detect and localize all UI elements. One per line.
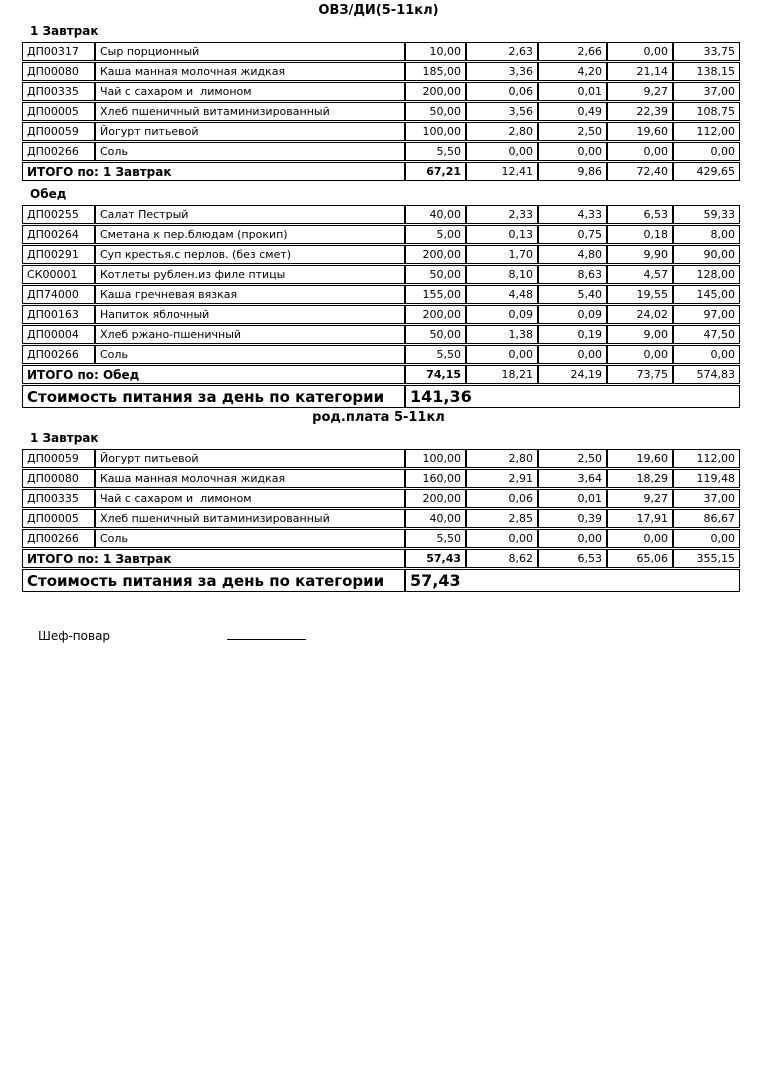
total-qty-cell: 74,15 xyxy=(405,365,466,384)
item-code-cell: ДП00264 xyxy=(22,225,95,244)
item-value-cell: 4,57 xyxy=(607,265,673,284)
item-name-cell: Каша гречневая вязкая xyxy=(95,285,405,304)
total-qty-cell: 57,43 xyxy=(405,549,466,568)
item-name-cell: Соль xyxy=(95,142,405,161)
item-code-cell: ДП00317 xyxy=(22,42,95,61)
menu-table-breakfast xyxy=(22,41,740,182)
total-row xyxy=(22,549,740,568)
item-qty-cell: 200,00 xyxy=(405,305,466,324)
item-name-cell: Котлеты рублен.из филе птицы xyxy=(95,265,405,284)
item-value-cell: 8,63 xyxy=(538,265,607,284)
item-value-cell: 24,02 xyxy=(607,305,673,324)
summary-label-cell: Стоимость питания за день по категории xyxy=(22,385,405,408)
item-value-cell: 0,06 xyxy=(466,489,538,508)
item-value-cell: 112,00 xyxy=(673,449,740,468)
item-value-cell: 90,00 xyxy=(673,245,740,264)
item-value-cell: 2,50 xyxy=(538,122,607,141)
item-code-cell: ДП00059 xyxy=(22,122,95,141)
item-value-cell: 0,09 xyxy=(538,305,607,324)
item-value-cell: 33,75 xyxy=(673,42,740,61)
item-name-cell: Соль xyxy=(95,529,405,548)
item-value-cell: 0,18 xyxy=(607,225,673,244)
item-value-cell: 0,00 xyxy=(538,345,607,364)
item-qty-cell: 100,00 xyxy=(405,449,466,468)
item-value-cell: 22,39 xyxy=(607,102,673,121)
item-value-cell: 9,27 xyxy=(607,82,673,101)
item-name-cell: Йогурт питьевой xyxy=(95,449,405,468)
item-value-cell: 3,36 xyxy=(466,62,538,81)
summary-value-cell: 141,36 xyxy=(405,385,740,408)
item-value-cell: 0,49 xyxy=(538,102,607,121)
item-value-cell: 0,00 xyxy=(538,529,607,548)
total-qty-cell: 67,21 xyxy=(405,162,466,181)
item-value-cell: 0,00 xyxy=(607,345,673,364)
item-value-cell: 59,33 xyxy=(673,205,740,224)
item-code-cell: ДП00335 xyxy=(22,82,95,101)
table-row xyxy=(22,42,740,61)
item-value-cell: 5,40 xyxy=(538,285,607,304)
item-value-cell: 0,00 xyxy=(607,142,673,161)
item-value-cell: 9,00 xyxy=(607,325,673,344)
item-value-cell: 4,20 xyxy=(538,62,607,81)
item-value-cell: 3,64 xyxy=(538,469,607,488)
item-qty-cell: 5,50 xyxy=(405,142,466,161)
item-value-cell: 4,33 xyxy=(538,205,607,224)
item-code-cell: ДП00059 xyxy=(22,449,95,468)
item-qty-cell: 155,00 xyxy=(405,285,466,304)
table-row xyxy=(22,82,740,101)
item-code-cell: ДП00080 xyxy=(22,62,95,81)
item-value-cell: 2,80 xyxy=(466,449,538,468)
section-heading-parent-breakfast: 1 Завтрак xyxy=(30,431,99,445)
table-row xyxy=(22,62,740,81)
table-row xyxy=(22,225,740,244)
total-label-cell: ИТОГО по: 1 Завтрак xyxy=(22,549,405,568)
menu-table-parent-breakfast xyxy=(22,448,740,593)
total-row xyxy=(22,162,740,181)
item-value-cell: 145,00 xyxy=(673,285,740,304)
total-label-cell: ИТОГО по: Обед xyxy=(22,365,405,384)
item-value-cell: 112,00 xyxy=(673,122,740,141)
item-value-cell: 0,00 xyxy=(466,345,538,364)
table-row xyxy=(22,285,740,304)
item-value-cell: 8,10 xyxy=(466,265,538,284)
table-row xyxy=(22,449,740,468)
table-row xyxy=(22,305,740,324)
table-row xyxy=(22,489,740,508)
item-value-cell: 9,27 xyxy=(607,489,673,508)
item-code-cell: ДП00266 xyxy=(22,142,95,161)
item-value-cell: 138,15 xyxy=(673,62,740,81)
item-code-cell: ДП00266 xyxy=(22,529,95,548)
item-name-cell: Йогурт питьевой xyxy=(95,122,405,141)
table-row xyxy=(22,345,740,364)
item-name-cell: Каша манная молочная жидкая xyxy=(95,469,405,488)
total-value-cell: 12,41 xyxy=(466,162,538,181)
total-value-cell: 9,86 xyxy=(538,162,607,181)
item-value-cell: 0,01 xyxy=(538,489,607,508)
item-qty-cell: 50,00 xyxy=(405,102,466,121)
menu-table-lunch xyxy=(22,204,740,409)
item-value-cell: 0,06 xyxy=(466,82,538,101)
total-value-cell: 72,40 xyxy=(607,162,673,181)
summary-row xyxy=(22,385,740,408)
total-label-cell: ИТОГО по: 1 Завтрак xyxy=(22,162,405,181)
item-value-cell: 2,91 xyxy=(466,469,538,488)
total-value-cell: 8,62 xyxy=(466,549,538,568)
item-value-cell: 0,00 xyxy=(673,142,740,161)
item-code-cell: ДП00005 xyxy=(22,509,95,528)
report-block-parent-pay xyxy=(0,431,757,593)
item-value-cell: 2,66 xyxy=(538,42,607,61)
item-name-cell: Каша манная молочная жидкая xyxy=(95,62,405,81)
item-name-cell: Чай с сахаром и лимоном xyxy=(95,82,405,101)
report-subtitle: род.плата 5-11кл xyxy=(312,410,445,425)
item-value-cell: 21,14 xyxy=(607,62,673,81)
item-value-cell: 19,60 xyxy=(607,449,673,468)
item-value-cell: 2,85 xyxy=(466,509,538,528)
total-value-cell: 429,65 xyxy=(673,162,740,181)
item-name-cell: Суп крестья.с перлов. (без смет) xyxy=(95,245,405,264)
total-value-cell: 355,15 xyxy=(673,549,740,568)
signature-block xyxy=(38,627,757,644)
item-value-cell: 17,91 xyxy=(607,509,673,528)
item-value-cell: 18,29 xyxy=(607,469,673,488)
item-value-cell: 0,75 xyxy=(538,225,607,244)
table-row xyxy=(22,122,740,141)
item-code-cell: ДП00255 xyxy=(22,205,95,224)
item-code-cell: ДП00004 xyxy=(22,325,95,344)
item-value-cell: 0,00 xyxy=(673,345,740,364)
summary-row xyxy=(22,569,740,592)
item-value-cell: 0,19 xyxy=(538,325,607,344)
section-heading-lunch: Обед xyxy=(30,187,67,201)
item-qty-cell: 100,00 xyxy=(405,122,466,141)
total-value-cell: 574,83 xyxy=(673,365,740,384)
item-value-cell: 0,01 xyxy=(538,82,607,101)
total-value-cell: 24,19 xyxy=(538,365,607,384)
item-value-cell: 0,00 xyxy=(607,529,673,548)
summary-label-cell: Стоимость питания за день по категории xyxy=(22,569,405,592)
item-qty-cell: 5,00 xyxy=(405,225,466,244)
item-value-cell: 8,00 xyxy=(673,225,740,244)
item-value-cell: 119,48 xyxy=(673,469,740,488)
table-row xyxy=(22,469,740,488)
item-value-cell: 0,00 xyxy=(673,529,740,548)
item-value-cell: 1,70 xyxy=(466,245,538,264)
item-value-cell: 0,09 xyxy=(466,305,538,324)
item-qty-cell: 50,00 xyxy=(405,265,466,284)
item-qty-cell: 185,00 xyxy=(405,62,466,81)
item-code-cell: ДП74000 xyxy=(22,285,95,304)
item-name-cell: Хлеб пшеничный витаминизированный xyxy=(95,102,405,121)
item-value-cell: 108,75 xyxy=(673,102,740,121)
table-row xyxy=(22,509,740,528)
total-value-cell: 73,75 xyxy=(607,365,673,384)
item-value-cell: 0,00 xyxy=(607,42,673,61)
table-row xyxy=(22,245,740,264)
item-code-cell: СК00001 xyxy=(22,265,95,284)
item-value-cell: 0,39 xyxy=(538,509,607,528)
item-qty-cell: 5,50 xyxy=(405,345,466,364)
item-qty-cell: 200,00 xyxy=(405,82,466,101)
item-value-cell: 0,00 xyxy=(466,142,538,161)
item-qty-cell: 200,00 xyxy=(405,489,466,508)
item-code-cell: ДП00335 xyxy=(22,489,95,508)
total-value-cell: 18,21 xyxy=(466,365,538,384)
table-row xyxy=(22,205,740,224)
total-value-cell: 6,53 xyxy=(538,549,607,568)
item-value-cell: 0,00 xyxy=(466,529,538,548)
item-value-cell: 3,56 xyxy=(466,102,538,121)
report-block-breakfast xyxy=(0,24,757,182)
table-row xyxy=(22,265,740,284)
table-row xyxy=(22,102,740,121)
item-value-cell: 1,38 xyxy=(466,325,538,344)
table-row xyxy=(22,325,740,344)
item-qty-cell: 160,00 xyxy=(405,469,466,488)
item-name-cell: Хлеб ржано-пшеничный xyxy=(95,325,405,344)
item-value-cell: 4,48 xyxy=(466,285,538,304)
total-row xyxy=(22,365,740,384)
item-value-cell: 9,90 xyxy=(607,245,673,264)
item-qty-cell: 40,00 xyxy=(405,509,466,528)
item-code-cell: ДП00266 xyxy=(22,345,95,364)
item-code-cell: ДП00291 xyxy=(22,245,95,264)
item-code-cell: ДП00080 xyxy=(22,469,95,488)
item-code-cell: ДП00005 xyxy=(22,102,95,121)
item-qty-cell: 5,50 xyxy=(405,529,466,548)
item-name-cell: Хлеб пшеничный витаминизированный xyxy=(95,509,405,528)
item-value-cell: 37,00 xyxy=(673,82,740,101)
item-qty-cell: 50,00 xyxy=(405,325,466,344)
item-value-cell: 128,00 xyxy=(673,265,740,284)
item-code-cell: ДП00163 xyxy=(22,305,95,324)
chef-label: Шеф-повар xyxy=(38,629,111,643)
item-value-cell: 47,50 xyxy=(673,325,740,344)
item-name-cell: Сметана к пер.блюдам (прокип) xyxy=(95,225,405,244)
table-row xyxy=(22,142,740,161)
report-block-lunch xyxy=(0,187,757,409)
item-value-cell: 0,00 xyxy=(538,142,607,161)
item-value-cell: 2,80 xyxy=(466,122,538,141)
item-name-cell: Сыр порционный xyxy=(95,42,405,61)
item-value-cell: 2,50 xyxy=(538,449,607,468)
item-name-cell: Соль xyxy=(95,345,405,364)
item-value-cell: 2,33 xyxy=(466,205,538,224)
item-qty-cell: 40,00 xyxy=(405,205,466,224)
table-row xyxy=(22,529,740,548)
item-name-cell: Салат Пестрый xyxy=(95,205,405,224)
item-name-cell: Чай с сахаром и лимоном xyxy=(95,489,405,508)
item-value-cell: 0,13 xyxy=(466,225,538,244)
summary-value-cell: 57,43 xyxy=(405,569,740,592)
total-value-cell: 65,06 xyxy=(607,549,673,568)
report-title: ОВЗ/ДИ(5-11кл) xyxy=(318,3,439,18)
item-value-cell: 2,63 xyxy=(466,42,538,61)
item-name-cell: Напиток яблочный xyxy=(95,305,405,324)
signature-line xyxy=(227,627,306,640)
item-qty-cell: 200,00 xyxy=(405,245,466,264)
item-value-cell: 6,53 xyxy=(607,205,673,224)
item-value-cell: 19,60 xyxy=(607,122,673,141)
item-value-cell: 97,00 xyxy=(673,305,740,324)
item-value-cell: 86,67 xyxy=(673,509,740,528)
item-value-cell: 19,55 xyxy=(607,285,673,304)
item-value-cell: 4,80 xyxy=(538,245,607,264)
item-value-cell: 37,00 xyxy=(673,489,740,508)
section-heading-breakfast: 1 Завтрак xyxy=(30,24,99,38)
item-qty-cell: 10,00 xyxy=(405,42,466,61)
